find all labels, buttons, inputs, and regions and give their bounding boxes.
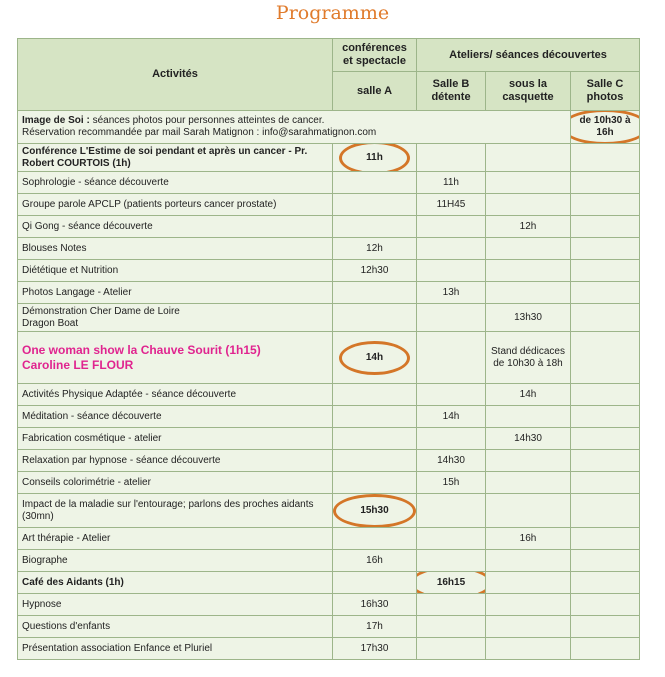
time-cell-d bbox=[571, 616, 640, 638]
table-row bbox=[18, 594, 640, 616]
time-cell-a bbox=[333, 594, 417, 616]
time-cell-c bbox=[486, 304, 571, 332]
activity-cell bbox=[18, 472, 333, 494]
header-activites: Activités bbox=[18, 39, 333, 111]
time-cell-a bbox=[333, 144, 417, 172]
time-value: 14h bbox=[365, 351, 384, 363]
time-cell-b bbox=[417, 282, 486, 304]
time-cell-c bbox=[486, 572, 571, 594]
time-cell-b bbox=[417, 216, 486, 238]
time-cell-a bbox=[333, 572, 417, 594]
time-value: 13h bbox=[442, 286, 460, 298]
activity-label-line2: Caroline LE FLOUR bbox=[22, 357, 134, 372]
activity-cell bbox=[18, 282, 333, 304]
time-cell-b bbox=[417, 594, 486, 616]
time-value: 14h30 bbox=[437, 454, 465, 466]
activity-cell bbox=[18, 616, 333, 638]
time-cell-a bbox=[333, 616, 417, 638]
time-cell-b bbox=[417, 472, 486, 494]
time-value: 16h bbox=[519, 532, 537, 544]
salle-c-time-text: de 10h30 à 16h bbox=[575, 115, 635, 139]
time-cell-d bbox=[571, 238, 640, 260]
time-cell-a bbox=[333, 494, 417, 528]
time-cell-b bbox=[417, 528, 486, 550]
time-cell-b bbox=[417, 172, 486, 194]
header-conferences: conférences et spectacle bbox=[333, 39, 417, 72]
table-row bbox=[18, 450, 640, 472]
activity-label: Blouses Notes bbox=[22, 242, 87, 254]
time-value: 17h bbox=[366, 620, 383, 632]
table-row bbox=[18, 238, 640, 260]
header-salle-a: salle A bbox=[333, 72, 417, 111]
time-cell-c bbox=[486, 494, 571, 528]
time-cell-d bbox=[571, 172, 640, 194]
time-cell-c bbox=[486, 528, 571, 550]
time-cell-c bbox=[486, 594, 571, 616]
time-cell-d bbox=[571, 194, 640, 216]
time-cell-c bbox=[486, 216, 571, 238]
time-cell-d bbox=[571, 594, 640, 616]
programme-table bbox=[17, 38, 640, 660]
activity-cell bbox=[18, 238, 333, 260]
activity-label: Hypnose bbox=[22, 598, 62, 610]
time-cell-c bbox=[486, 472, 571, 494]
time-cell-a bbox=[333, 406, 417, 428]
time-cell-b bbox=[417, 194, 486, 216]
activity-label: One woman show la Chauve Sourit (1h15) bbox=[22, 342, 261, 357]
time-value: 16h bbox=[366, 554, 383, 566]
time-cell-c bbox=[486, 144, 571, 172]
time-cell-c bbox=[486, 550, 571, 572]
table-row bbox=[18, 332, 640, 384]
time-cell-c bbox=[486, 332, 571, 384]
time-cell-a bbox=[333, 194, 417, 216]
activity-cell bbox=[18, 450, 333, 472]
time-value: 14h bbox=[519, 388, 537, 400]
time-cell-b bbox=[417, 384, 486, 406]
time-cell-a bbox=[333, 638, 417, 660]
time-cell-a bbox=[333, 260, 417, 282]
table-row bbox=[18, 616, 640, 638]
time-cell-b bbox=[417, 428, 486, 450]
time-value: 13h30 bbox=[514, 311, 542, 323]
table-row bbox=[18, 144, 640, 172]
activity-cell bbox=[18, 572, 333, 594]
table-row bbox=[18, 304, 640, 332]
time-cell-b bbox=[417, 238, 486, 260]
salle-c-time bbox=[571, 111, 640, 144]
activity-cell bbox=[18, 172, 333, 194]
time-cell-d bbox=[571, 472, 640, 494]
image-de-soi-label: Image de Soi : bbox=[22, 115, 90, 126]
time-cell-c bbox=[486, 638, 571, 660]
time-cell-d bbox=[571, 216, 640, 238]
header-salle-c: Salle C photos bbox=[571, 72, 640, 111]
activity-label: Qi Gong - séance découverte bbox=[22, 220, 153, 232]
time-cell-a bbox=[333, 384, 417, 406]
time-value: 11h bbox=[366, 151, 383, 163]
activity-label: Sophrologie - séance découverte bbox=[22, 176, 169, 188]
table-row bbox=[18, 638, 640, 660]
time-cell-d bbox=[571, 384, 640, 406]
activity-label: Conseils colorimétrie - atelier bbox=[22, 476, 151, 488]
time-cell-a bbox=[333, 238, 417, 260]
table-row bbox=[18, 384, 640, 406]
table-row bbox=[18, 472, 640, 494]
table-row bbox=[18, 172, 640, 194]
activity-label: Conférence L'Estime de soi pendant et après un cancer - Pr. Robert COURTOIS (1h) bbox=[22, 145, 308, 169]
activity-label: Activités Physique Adaptée - séance découverte bbox=[22, 388, 237, 400]
time-cell-a bbox=[333, 304, 417, 332]
activity-cell bbox=[18, 594, 333, 616]
time-cell-d bbox=[571, 144, 640, 172]
table-row bbox=[18, 528, 640, 550]
time-cell-b bbox=[417, 450, 486, 472]
activity-cell bbox=[18, 216, 333, 238]
time-value: 14h bbox=[442, 410, 460, 422]
time-value: 17h30 bbox=[360, 642, 389, 654]
time-cell-d bbox=[571, 260, 640, 282]
time-cell-a bbox=[333, 450, 417, 472]
time-cell-a bbox=[333, 172, 417, 194]
activity-cell bbox=[18, 550, 333, 572]
table-row bbox=[18, 216, 640, 238]
time-cell-d bbox=[571, 638, 640, 660]
table-row bbox=[18, 550, 640, 572]
time-value: Stand dédicaces de 10h30 à 18h bbox=[491, 345, 565, 369]
time-cell-b bbox=[417, 144, 486, 172]
time-cell-d bbox=[571, 282, 640, 304]
activity-cell bbox=[18, 638, 333, 660]
time-cell-b bbox=[417, 550, 486, 572]
time-cell-c bbox=[486, 428, 571, 450]
time-cell-b bbox=[417, 494, 486, 528]
time-cell-b bbox=[417, 406, 486, 428]
time-cell-d bbox=[571, 428, 640, 450]
time-cell-a bbox=[333, 282, 417, 304]
activity-label: Biographe bbox=[22, 554, 68, 566]
page-title: Programme bbox=[275, 2, 390, 24]
activity-label: Café des Aidants (1h) bbox=[22, 576, 124, 588]
time-value: 12h30 bbox=[360, 264, 389, 276]
image-de-soi-reservation: Réservation recommandée par mail Sarah Matignon : info@sarahmatignon.com bbox=[22, 127, 377, 138]
time-value: 16h15 bbox=[436, 576, 466, 588]
activity-label: Méditation - séance découverte bbox=[22, 410, 162, 422]
table-row bbox=[18, 406, 640, 428]
time-cell-c bbox=[486, 616, 571, 638]
time-value: 16h30 bbox=[360, 598, 389, 610]
time-cell-d bbox=[571, 494, 640, 528]
table-row bbox=[18, 260, 640, 282]
time-cell-b bbox=[417, 304, 486, 332]
activity-cell bbox=[18, 406, 333, 428]
time-cell-d bbox=[571, 572, 640, 594]
activity-label: Relaxation par hypnose - séance découverte bbox=[22, 454, 221, 466]
activity-cell bbox=[18, 428, 333, 450]
activity-label-line2: Dragon Boat bbox=[22, 317, 79, 329]
activity-cell bbox=[18, 528, 333, 550]
time-cell-c bbox=[486, 260, 571, 282]
activity-cell bbox=[18, 194, 333, 216]
header-salle-b: Salle B détente bbox=[417, 72, 486, 111]
activity-cell bbox=[18, 332, 333, 384]
image-de-soi-desc: séances photos pour personnes atteintes de cancer. bbox=[89, 115, 325, 126]
activity-label: Photos Langage - Atelier bbox=[22, 286, 132, 298]
activity-label: Présentation association Enfance et Pluriel bbox=[22, 642, 213, 654]
time-cell-a bbox=[333, 472, 417, 494]
activity-label: Art thérapie - Atelier bbox=[22, 532, 111, 544]
table-row-image-de-soi bbox=[18, 111, 640, 144]
time-cell-b bbox=[417, 616, 486, 638]
time-value: 14h30 bbox=[514, 432, 542, 444]
time-cell-c bbox=[486, 238, 571, 260]
time-cell-a bbox=[333, 216, 417, 238]
time-cell-a bbox=[333, 550, 417, 572]
time-cell-d bbox=[571, 550, 640, 572]
time-cell-b bbox=[417, 572, 486, 594]
header-ateliers: Ateliers/ séances découvertes bbox=[417, 39, 640, 72]
time-cell-c bbox=[486, 406, 571, 428]
time-value: 15h30 bbox=[360, 504, 389, 516]
time-value: 12h bbox=[519, 220, 537, 232]
time-cell-d bbox=[571, 528, 640, 550]
time-cell-b bbox=[417, 638, 486, 660]
table-row bbox=[18, 494, 640, 528]
time-cell-b bbox=[417, 260, 486, 282]
activity-label: Diététique et Nutrition bbox=[22, 264, 119, 276]
activity-cell bbox=[18, 304, 333, 332]
activity-cell bbox=[18, 144, 333, 172]
time-value: 11h bbox=[443, 176, 459, 188]
time-cell-b bbox=[417, 332, 486, 384]
activity-label: Impact de la maladie sur l'entourage; parlons des proches aidants (30mn) bbox=[22, 498, 314, 522]
header-sous-casquette: sous la casquette bbox=[486, 72, 571, 111]
activity-label: Fabrication cosmétique - atelier bbox=[22, 432, 162, 444]
time-value: 11H45 bbox=[436, 198, 466, 210]
time-cell-a bbox=[333, 332, 417, 384]
activity-label: Questions d'enfants bbox=[22, 620, 111, 632]
table-row bbox=[18, 428, 640, 450]
time-value: 15h bbox=[442, 476, 460, 488]
table-row bbox=[18, 572, 640, 594]
time-cell-c bbox=[486, 194, 571, 216]
time-value: 12h bbox=[366, 242, 383, 254]
time-cell-a bbox=[333, 428, 417, 450]
table-row bbox=[18, 282, 640, 304]
time-cell-d bbox=[571, 450, 640, 472]
time-cell-d bbox=[571, 304, 640, 332]
time-cell-a bbox=[333, 528, 417, 550]
activity-cell bbox=[18, 494, 333, 528]
time-cell-d bbox=[571, 406, 640, 428]
activity-cell bbox=[18, 384, 333, 406]
time-cell-c bbox=[486, 172, 571, 194]
time-cell-c bbox=[486, 450, 571, 472]
activity-cell bbox=[18, 260, 333, 282]
table-row bbox=[18, 194, 640, 216]
time-cell-d bbox=[571, 332, 640, 384]
time-cell-c bbox=[486, 282, 571, 304]
activity-label: Démonstration Cher Dame de Loire bbox=[22, 305, 180, 317]
image-de-soi-cell bbox=[18, 111, 571, 144]
activity-label: Groupe parole APCLP (patients porteurs cancer prostate) bbox=[22, 198, 277, 210]
time-cell-c bbox=[486, 384, 571, 406]
